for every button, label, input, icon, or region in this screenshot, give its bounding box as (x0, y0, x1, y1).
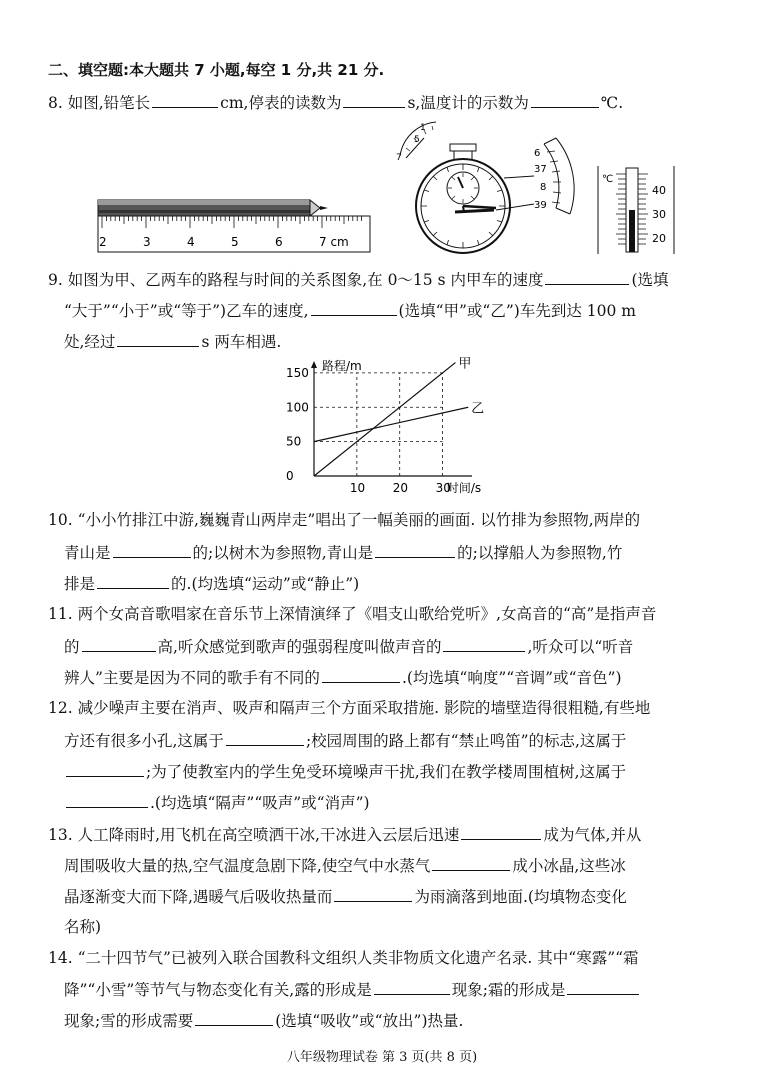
q8-blank-stopwatch[interactable] (343, 92, 405, 108)
thermo-tick-40: 40 (652, 184, 666, 197)
question-14-line-3 (64, 1010, 463, 1031)
section-title: 二、填空题:本大题共 7 小题,每空 1 分,共 21 分. (48, 61, 385, 79)
q10-blank-3[interactable] (97, 573, 169, 589)
q14-text-3: 现象;雪的形成需要 (64, 1012, 194, 1030)
question-13-line-1 (48, 824, 641, 845)
q14-blank-1[interactable] (374, 979, 450, 995)
q14-text-4: (选填“吸收”或“放出”)热量. (275, 1012, 464, 1030)
q11-text-2: 高,听众感觉到歌声的强弱程度叫做声音的 (157, 638, 442, 656)
big-dial-label-39: 39 (534, 200, 547, 211)
q8-blank-temp[interactable] (531, 92, 599, 108)
question-13-line-3 (64, 886, 627, 907)
small-dial-label-7: 7 (396, 153, 402, 163)
question-14-line-2 (64, 979, 641, 1000)
q12-blank-3[interactable] (66, 792, 148, 808)
x-tick-label: 10 (349, 481, 366, 495)
q8-text-3: s,温度计的示数为 (407, 94, 529, 112)
q10-blank-1[interactable] (113, 542, 191, 558)
q11-text-3: ,听众可以“听音 (527, 638, 634, 656)
question-10-line-3 (64, 573, 359, 594)
q13-blank-2[interactable] (432, 855, 510, 871)
thermo-unit: ℃ (602, 174, 614, 185)
q14-blank-2[interactable] (567, 979, 639, 995)
q14-text-1: 降”“小雪”等节气与物态变化有关,露的形成是 (64, 981, 372, 999)
y-axis-label: 路程/m (322, 359, 362, 373)
series-label-1: 乙 (471, 401, 485, 417)
question-9-line-2 (64, 300, 636, 321)
q13-blank-1[interactable] (461, 824, 541, 840)
question-13-line-4: 名称) (64, 918, 102, 936)
question-11-line-3 (64, 667, 622, 688)
q10-text-3: 的;以撑船人为参照物,竹 (457, 544, 623, 562)
y-tick-label: 150 (286, 365, 309, 380)
ruler-tick-7cm: 7 cm (319, 235, 349, 249)
q10-text-2: 的;以树木为参照物,青山是 (192, 544, 374, 562)
q14-blank-3[interactable] (195, 1010, 273, 1026)
q12-blank-1[interactable] (226, 730, 304, 746)
question-9-line-3 (64, 331, 281, 352)
small-dial-label-5: 5 (414, 135, 420, 145)
question-12-line-4 (64, 792, 370, 813)
series-line-1 (314, 407, 468, 441)
q9-text-3: “大于”“小于”或“等于”)乙车的速度, (64, 302, 309, 320)
q9-text-1: 9. 如图为甲、乙两车的路程与时间的关系图象,在 0～15 s 内甲车的速度 (48, 271, 544, 289)
series-line-0 (314, 363, 455, 476)
q12-text-3: ;为了使教室内的学生免受环境噪声干扰,我们在教学楼周围植树,这属于 (146, 763, 627, 781)
page-footer: 八年级物理试卷 第 3 页(共 8 页) (286, 1050, 478, 1065)
question-12-line-3 (64, 761, 626, 782)
q8-text-1: 8. 如图,铅笔长 (48, 94, 151, 112)
ruler-tick-6: 6 (275, 235, 283, 249)
q11-text-4: 辨人”主要是因为不同的歌手有不同的 (64, 669, 320, 687)
ruler-tick-4: 4 (187, 235, 195, 249)
x-axis-label: 时间/s (446, 481, 482, 495)
q13-text-3: 周围吸收大量的热,空气温度急剧下降,使空气中水蒸气 (64, 857, 431, 875)
y-tick-label: 0 (286, 469, 294, 483)
ruler-tick-2: 2 (99, 235, 107, 249)
question-11-line-2 (64, 636, 633, 657)
y-tick-label: 100 (286, 400, 309, 415)
q11-text-5: .(均选填“响度”“音调”或“音色”) (401, 669, 622, 687)
thermometer-figure (594, 164, 680, 256)
q13-text-6: 为雨滴落到地面.(均填物态变化 (414, 888, 627, 906)
big-dial-label-8: 8 (540, 182, 547, 193)
q9-blank-speed[interactable] (545, 269, 629, 285)
question-9-line-1 (48, 269, 669, 290)
question-11-line-1: 11. 两个女高音歌唱家在音乐节上深情演绎了《唱支山歌给党听》,女高音的“高”是指声音 (48, 605, 657, 623)
thermo-tick-20: 20 (652, 232, 666, 245)
y-tick-label: 50 (286, 434, 302, 449)
q13-text-1: 13. 人工降雨时,用飞机在高空喷洒干冰,干冰进入云层后迅速 (48, 826, 460, 844)
q11-blank-3[interactable] (322, 667, 400, 683)
q12-blank-2[interactable] (66, 761, 144, 777)
q12-text-4: .(均选填“隔声”“吸声”或“消声”) (150, 794, 370, 812)
q13-blank-3[interactable] (334, 886, 412, 902)
q11-text-1: 的 (64, 638, 80, 656)
thermo-tick-30: 30 (652, 208, 666, 221)
q8-text-4: ℃. (600, 94, 624, 112)
q11-blank-1[interactable] (82, 636, 156, 652)
question-13-line-2 (64, 855, 626, 876)
question-10-line-1: 10. “小小竹排江中游,巍巍青山两岸走”唱出了一幅美丽的画面. 以竹排为参照物,两岸的 (48, 511, 641, 529)
q9-text-4: (选填“甲”或“乙”)车先到达 100 m (398, 302, 636, 320)
question-8 (48, 92, 623, 113)
q8-blank-length[interactable] (152, 92, 218, 108)
q10-text-5: 的.(均选填“运动”或“静止”) (171, 575, 360, 593)
y-axis-arrow (311, 361, 317, 368)
big-dial-label-6: 6 (534, 148, 541, 159)
q13-text-2: 成为气体,并从 (543, 826, 642, 844)
x-tick-label: 20 (392, 481, 408, 495)
q10-blank-2[interactable] (375, 542, 455, 558)
question-12-line-2 (64, 730, 626, 751)
q9-text-6: s 两车相遇. (201, 333, 282, 351)
q9-blank-first-car[interactable] (311, 300, 397, 316)
distance-time-chart (280, 356, 485, 504)
q9-blank-meet-time[interactable] (117, 331, 199, 347)
q12-text-1: 方还有很多小孔,这属于 (64, 732, 224, 750)
q13-text-5: 晶逐渐变大而下降,遇暖气后吸收热量而 (64, 888, 333, 906)
q10-text-4: 排是 (64, 575, 96, 593)
question-10-line-2 (64, 542, 622, 563)
q10-text-1: 青山是 (64, 544, 111, 562)
small-dial-label-1: 1 (420, 123, 426, 133)
ruler-tick-5: 5 (231, 235, 239, 249)
q12-text-2: ;校园周围的路上都有“禁止鸣笛”的标志,这属于 (305, 732, 627, 750)
q9-text-5: 处,经过 (64, 333, 116, 351)
series-label-0: 甲 (458, 356, 472, 372)
x-tick-label: 30 (435, 481, 451, 495)
question-12-line-1: 12. 减少噪声主要在消声、吸声和隔声三个方面采取措施. 影院的墙壁造得很粗糙,有些地 (48, 699, 651, 717)
question-14-line-1: 14. “二十四节气”已被列入联合国教科文组织人类非物质文化遗产名录. 其中“寒露”“霜 (48, 949, 639, 967)
ruler-tick-3: 3 (143, 235, 151, 249)
big-dial-label-37: 37 (534, 164, 547, 175)
q8-text-2: cm,停表的读数为 (220, 94, 342, 112)
q13-text-4: 成小冰晶,这些冰 (512, 857, 626, 875)
q14-text-2: 现象;霜的形成是 (451, 981, 566, 999)
pencil-ruler-figure (96, 180, 378, 254)
stopwatch-figure (384, 118, 584, 258)
q11-blank-2[interactable] (443, 636, 525, 652)
q9-text-2: (选填 (631, 271, 669, 289)
